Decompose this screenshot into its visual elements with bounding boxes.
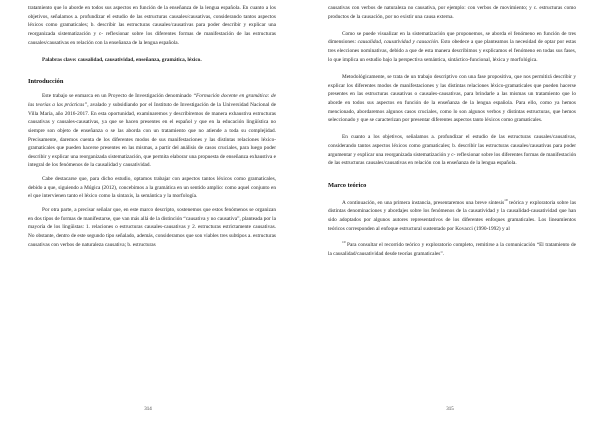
right-page [300, 0, 600, 424]
footnote-text: Para consultar el recorrido teórico y exploratorio completo, remitirse a la comunicación “El tratamiento de la causalidad/causatividad desde teorías gramaticales”. [328, 241, 576, 257]
intro-p1-text-a: Este trabajo se enmarca en un Proyecto de Investigación denominado [42, 93, 194, 100]
dimensions-paragraph [328, 30, 576, 65]
intro-p1-text-b: , avalado y subsidiando por el Instituto de Investigación de la Universidad Nacional de Villa María, año 2016-2017. En esta oportunidad, examinaremos y describiremos de manera exhaustiva estructuras causativas y causales-causativas, ya que se hacen presentes en el español y que en la educación lingüística no siempre son objeto de enseñanza o se las aborda con un tratamiento que no atiende a toda su complejidad. Precisamente, daremos cuenta de los diferentes modos de sus manifestaciones y las distintas relaciones léxico-gramaticales que pueden hacerse presentes en las mismas, a partir del análisis de casos cruciales, para luego poder describir y explicar una reorganizada sistematización, que permita elaborar una propuesta de enseñanza exhaustiva e integral de los fenómenos de la causalidad y causatividad. [28, 101, 276, 169]
dims-text-b: . Esto obedece a que planteamos la necesidad de optar por estas tres elecciones nominativas, debido a que de esta manera describimos y explicamos el fenómeno en todas sus fases, lo que implica un estudio bajo la perspectiva semántica, sintáctico-funcional, léxica y morfológica. [328, 39, 577, 63]
page-number-left: 314 [144, 407, 152, 412]
footnote-number: 10 [342, 240, 346, 245]
intro-paragraph-3: Por otra parte, a precisar señalar que, en este marco descripto, sostenemos que estos fenómenos se organizan en dos tipos de formas de manifestarse, que van más allá de la distinción “causativa y no causativa”, planteada por la mayoría de los lingüistas: 1. relaciones o estructuras causales-causativas y 2. estructuras estrictamente causativas. No obstante, dentro de este segundo tipo señalado, además, consideramos que son viables tres subtipos a. estructuras causativas con verbos de naturaleza causativa; b. estructuras [28, 207, 276, 248]
intro-heading: Introducción [28, 78, 64, 86]
right-page-text [328, 4, 576, 258]
keywords-label: Palabras clave: [42, 56, 77, 63]
keywords-list: causalidad, causatividad, enseñanza, gramática, léxico. [77, 56, 202, 63]
dimensions-terms: causalidad, causatividad y causación [357, 39, 438, 46]
marco-text-a: A continuación, en una primera instancia, presentaremos una breve síntesis [342, 199, 505, 206]
abstract-end-paragraph: tratamiento que lo aborde en todos sus aspectos en función de la enseñanza de la lengua española. En cuanto a los objetivos, señalamos a. profundizar el estudio de las estructuras causales/causativas, considerando tantos aspectos léxicos como gramaticales; b. describir las estructuras causales/causativas para poder describir y explicar una reorganizada sistematización y c- reflexionar sobre los diferentes formas de manifestación de las estructuras causales/causativas en relación con la enseñanza de la lengua española. [28, 5, 276, 46]
methodology-paragraph: Metodológicamente, se trata de un trabajo descriptivo con una fase propositiva, que nos permitirá describir y explicar los diferentes modos de manifestaciones y las distintas relaciones léxico-gramaticales que pueden hacerse presentes en las estructuras causativas o causales-causativas, para brindarle a las mismas un tratamiento que lo aborde en todos sus aspectos en función de la enseñanza de la lengua española. Para ello, como ya hemos mencionado, abordaremos algunos casos cruciales, como lo son algunos verbos y distintas estructuras, que hemos seleccionado y que se caracterizan por presentar diferentes aspectos tanto léxicos como gramaticales. [328, 73, 576, 124]
intro-paragraph-1 [28, 92, 276, 170]
marco-paragraph [328, 196, 576, 233]
continuation-paragraph: causativas con verbos de naturaleza no causativa, por ejemplo: con verbos de movimiento; y c. estructuras como productos de la causación, por no existir una causa externa. [328, 5, 576, 20]
footnote-ref[interactable]: 10 [504, 197, 508, 202]
project-title: “Formación docente en gramática: de las teorías a las prácticas” [28, 93, 276, 108]
page-number-right: 315 [446, 407, 454, 412]
keywords-line [28, 56, 276, 65]
objectives-paragraph: En cuanto a los objetivos, señalamos a. profundizar el estudio de las estructuras causales/causativas, considerando tantos aspectos léxicos como gramaticales; b. describir las estructuras causales/causativas para poder argumentar y explicar una reorganizada sistematización y c- reflexionar sobre los diferentes formas de manifestación de las estructuras causales/causativas en relación con la enseñanza de la lengua española. [328, 134, 576, 167]
dims-text-a: Como se puede visualizar en la sistematización que proponemos, se aborda el fenómeno en función de tres dimensiones: [328, 30, 576, 46]
marco-teorico-heading: Marco teórico [328, 182, 367, 189]
intro-paragraph-2: Cabe destacarse que, para dicho estudio, optamos trabajar con aspectos tantos léxicos como gramaticales, debido a que, siguiendo a Múgica (2012), concebimos a la gramática en un sentido amplio: como aquel conjunto en el que intervienen tanto el léxico como la sintaxis, la semántica y la morfología. [28, 176, 276, 200]
footnote [328, 238, 576, 258]
left-page-text [28, 4, 276, 249]
marco-text-b: teórica y exploratoria sobre las distintas denominaciones y abordajes sobre los fenómenos de la causatividad y la causalidad-causatividad que han sido adoptados por algunos autores representativos de los diferentes enfoques gramaticales. Los lineamientos teóricos corresponden al enfoque estructural sustentado por Kovacci (1990-1992) y al [328, 199, 577, 232]
